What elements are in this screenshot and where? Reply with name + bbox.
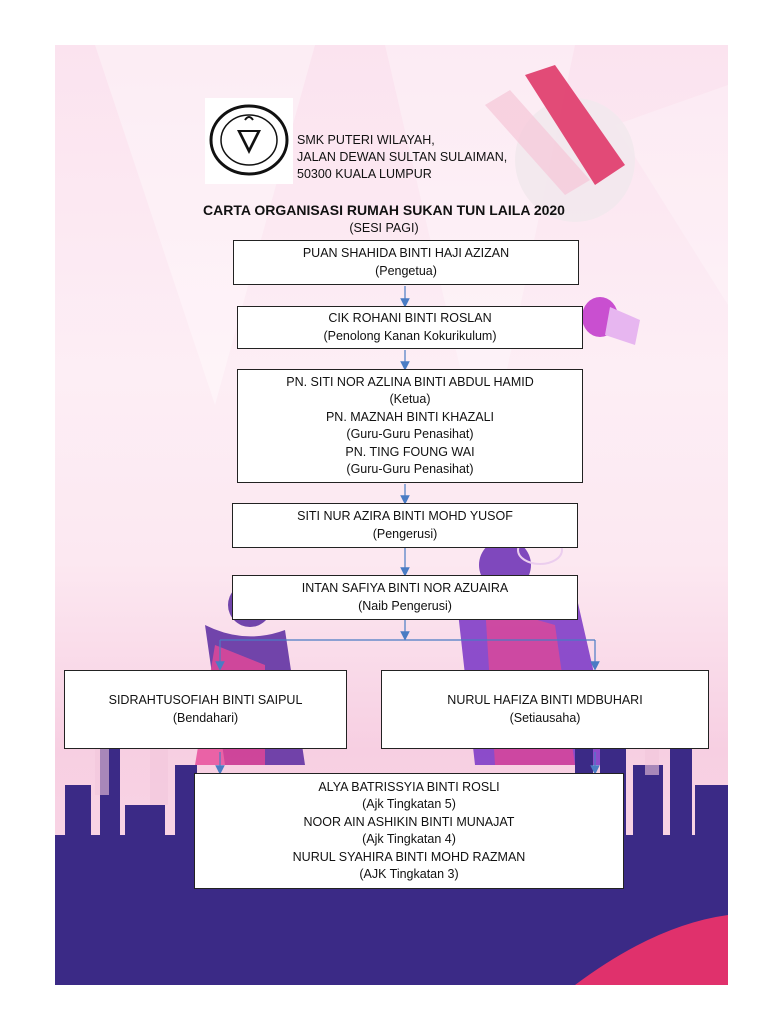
node-ajk-line-4: (Ajk Tingkatan 4) bbox=[362, 832, 456, 846]
node-setiausaha-role: (Setiausaha) bbox=[509, 710, 581, 725]
chart-subtitle: (SESI PAGI) bbox=[349, 221, 419, 235]
node-penolong-name: CIK ROHANI BINTI ROSLAN bbox=[328, 311, 492, 325]
node-pengetua bbox=[233, 240, 579, 285]
school-street: JALAN DEWAN SULTAN SULAIMAN, bbox=[297, 150, 508, 164]
node-guru-line-3: PN. MAZNAH BINTI KHAZALI bbox=[325, 409, 495, 424]
node-pengetua-role: (Pengetua) bbox=[375, 263, 437, 278]
node-penolong-role: (Penolong Kanan Kokurikulum) bbox=[323, 328, 497, 343]
node-setiausaha bbox=[381, 670, 709, 749]
node-setiausaha-name: NURUL HAFIZA BINTI MDBUHARI bbox=[447, 693, 643, 707]
chart-title: CARTA ORGANISASI RUMAH SUKAN TUN LAILA 2020 bbox=[203, 202, 565, 218]
node-guru-line-5: PN. TING FOUNG WAI bbox=[345, 444, 475, 459]
node-pengetua-name: PUAN SHAHIDA BINTI HAJI AZIZAN bbox=[302, 246, 510, 260]
node-ajk-line-1: ALYA BATRISSYIA BINTI ROSLI bbox=[318, 779, 500, 794]
node-pengerusi-name: SITI NUR AZIRA BINTI MOHD YUSOF bbox=[297, 509, 513, 523]
node-bendahari-name: SIDRAHTUSOFIAH BINTI SAIPUL bbox=[108, 693, 303, 707]
node-naib-role: (Naib Pengerusi) bbox=[358, 598, 452, 613]
node-guru-line-4: (Guru-Guru Penasihat) bbox=[346, 427, 474, 441]
node-ajk-line-5: NURUL SYAHIRA BINTI MOHD RAZMAN bbox=[292, 849, 526, 864]
node-ajk bbox=[194, 773, 624, 889]
node-guru-line-6: (Guru-Guru Penasihat) bbox=[346, 462, 474, 476]
node-pengerusi-role: (Pengerusi) bbox=[372, 526, 438, 541]
shuttlecock-small-icon bbox=[582, 297, 640, 345]
school-logo bbox=[205, 98, 293, 184]
school-postcode-city: 50300 KUALA LUMPUR bbox=[297, 167, 432, 181]
node-ajk-line-6: (AJK Tingkatan 3) bbox=[359, 867, 459, 881]
school-address bbox=[297, 132, 507, 183]
node-guru-line-2: (Ketua) bbox=[389, 392, 431, 406]
node-bendahari bbox=[64, 670, 347, 749]
node-guru-penasihat bbox=[237, 369, 583, 483]
node-naib-name: INTAN SAFIYA BINTI NOR AZUAIRA bbox=[301, 581, 509, 595]
node-guru-line-1: PN. SITI NOR AZLINA BINTI ABDUL HAMID bbox=[286, 374, 534, 389]
node-ajk-line-3: NOOR AIN ASHIKIN BINTI MUNAJAT bbox=[303, 814, 515, 829]
node-naib-pengerusi bbox=[232, 575, 578, 620]
node-penolong-kanan bbox=[237, 306, 583, 349]
school-name: SMK PUTERI WILAYAH, bbox=[297, 133, 435, 147]
node-bendahari-role: (Bendahari) bbox=[172, 710, 239, 725]
node-ajk-line-2: (Ajk Tingkatan 5) bbox=[362, 797, 456, 811]
node-pengerusi bbox=[232, 503, 578, 548]
